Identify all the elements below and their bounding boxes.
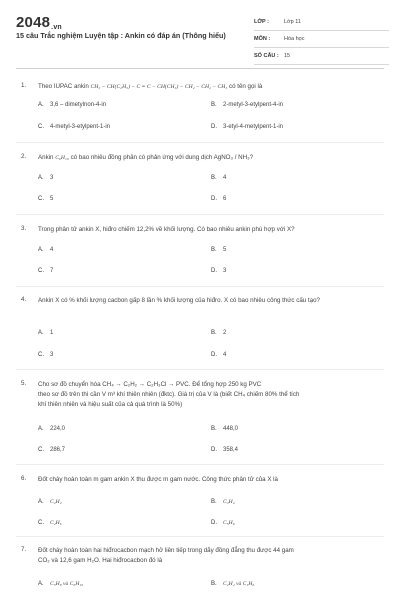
option-letter: A. (38, 581, 44, 587)
question-divider (16, 536, 384, 537)
option-text: C₄H₆ (50, 520, 62, 526)
option-text: 4 (50, 247, 54, 253)
question-divider (16, 464, 384, 465)
question-number: 6. (21, 475, 27, 482)
info-key: MÔN : (254, 36, 271, 42)
option-letter: D. (211, 520, 217, 526)
info-value: Lớp 11 (284, 19, 301, 25)
option-text: 4 (223, 352, 227, 358)
option-text: 2-metyl-3-etylpent-4-in (223, 102, 284, 108)
question-divider (16, 142, 384, 143)
option-letter: D. (211, 196, 217, 202)
stem-text: có bao nhiêu đồng phân có phản ứng với dung dịch AgNO₃ / NH₃? (70, 154, 254, 161)
question-stem (38, 153, 380, 163)
question-number: 7. (21, 546, 27, 553)
option-letter: B. (211, 581, 217, 587)
option-d[interactable] (211, 447, 238, 453)
option-d[interactable] (211, 124, 283, 130)
info-row-subject (254, 32, 389, 48)
stem-line: theo sơ đồ trên thì cần V m³ khí thiên nhiên (đktc). Giá trị của V là (biết CH₄ chiếm 80% thể tích (38, 391, 300, 398)
option-b[interactable] (211, 102, 283, 108)
option-text: 358,4 (223, 447, 239, 453)
question-stem (38, 82, 380, 92)
option-text: C₅H₈ (223, 520, 235, 526)
option-text: C₂H₄ và C₃H₆ (223, 581, 255, 587)
question-stem: Ankin X có % khối lượng cacbon gấp 8 lần % khối lượng của hiđro. X có bao nhiêu công thức cấu tạo? (38, 297, 320, 304)
question-number: 1. (21, 82, 27, 89)
info-key: SỐ CÂU : (254, 53, 279, 59)
stem-text: có tên gọi là (228, 83, 263, 90)
option-letter: A. (38, 426, 44, 432)
option-b[interactable] (211, 426, 238, 432)
option-letter: A. (38, 175, 44, 181)
option-text: 3 (223, 268, 227, 274)
stem-formula: C₆H₁₀ (55, 155, 69, 161)
option-letter: B. (211, 426, 217, 432)
option-d[interactable] (211, 352, 226, 358)
question-divider (16, 214, 384, 215)
option-letter: D. (211, 447, 217, 453)
option-letter: C. (38, 352, 44, 358)
option-text: 5 (50, 196, 54, 202)
option-letter: C. (38, 447, 44, 453)
option-d[interactable] (211, 196, 226, 202)
option-text: 224,0 (50, 426, 66, 432)
option-letter: D. (211, 124, 217, 130)
info-table (254, 15, 389, 66)
option-c[interactable] (38, 352, 53, 358)
option-b[interactable] (211, 175, 226, 181)
option-c[interactable] (38, 520, 62, 526)
option-b[interactable] (211, 581, 254, 587)
question-stem: Đốt cháy hoàn toàn m gam ankin X thu được m gam nước. Công thức phân tử của X là (38, 476, 278, 483)
option-c[interactable] (38, 447, 65, 453)
question-stem (38, 546, 380, 566)
option-a[interactable] (38, 102, 106, 108)
stem-text: Theo IUPAC ankin (38, 83, 89, 90)
option-text: 4-metyl-3-etylpent-1-in (50, 124, 111, 130)
option-text: 7 (50, 268, 54, 274)
question-divider (16, 369, 384, 370)
option-text: 1 (50, 330, 54, 336)
option-letter: B. (211, 499, 217, 505)
option-text: C₅H₈ và C₆H₁₀ (50, 581, 84, 587)
option-text: 6 (223, 196, 227, 202)
option-a[interactable] (38, 247, 53, 253)
option-a[interactable] (38, 581, 83, 587)
option-letter: B. (211, 247, 217, 253)
option-letter: B. (211, 102, 217, 108)
option-d[interactable] (211, 268, 226, 274)
stem-text: Ankin (38, 154, 54, 161)
stem-line: CO₂ và 12,6 gam H₂O. Hai hiđrocacbon đó là (38, 557, 163, 564)
question-number: 2. (21, 153, 27, 160)
option-text: 4 (223, 175, 227, 181)
info-row-grade (254, 15, 389, 31)
option-a[interactable] (38, 426, 65, 432)
option-d[interactable] (211, 520, 235, 526)
info-row-count (254, 49, 389, 65)
logo-number: 2048 (16, 14, 51, 31)
option-letter: B. (211, 175, 217, 181)
option-letter: C. (38, 196, 44, 202)
question-number: 5. (21, 380, 27, 387)
option-text: 448,0 (223, 426, 239, 432)
option-text: 3 (50, 175, 54, 181)
question-number: 4. (21, 296, 27, 303)
header-divider (16, 68, 384, 69)
option-text: 5 (223, 247, 227, 253)
option-text: 286,7 (50, 447, 66, 453)
option-text: C₃H₄ (223, 499, 235, 505)
option-c[interactable] (38, 124, 110, 130)
info-value: 15 (284, 53, 291, 59)
option-b[interactable] (211, 247, 226, 253)
option-c[interactable] (38, 196, 53, 202)
site-logo[interactable] (16, 14, 62, 31)
option-letter: B. (211, 330, 217, 336)
page-header (0, 0, 400, 68)
question-number: 3. (21, 225, 27, 232)
option-a[interactable] (38, 499, 62, 505)
question-divider (16, 286, 384, 287)
option-b[interactable] (211, 499, 235, 505)
info-value: Hóa học (284, 36, 305, 42)
option-c[interactable] (38, 268, 53, 274)
option-letter: C. (38, 268, 44, 274)
option-a[interactable] (38, 330, 53, 336)
option-letter: C. (38, 520, 44, 526)
option-a[interactable] (38, 175, 53, 181)
stem-line: Cho sơ đồ chuyển hóa CH₄ → C₂H₂ → C₂H₃Cl → PVC. Để tổng hợp 250 kg PVC (38, 381, 262, 388)
option-text: 2 (223, 330, 227, 336)
option-letter: A. (38, 499, 44, 505)
question-stem: Trong phân tử ankin X, hiđro chiếm 12,2% về khối lượng. Có bao nhiêu ankin phù hợp với X? (38, 226, 295, 233)
option-text: 3,6 – dimetylnon-4-in (50, 102, 107, 108)
stem-line: Đốt cháy hoàn toàn hai hiđrocacbon mạch hở liên tiếp trong dãy đồng đẳng thu được 44 gam (38, 547, 294, 554)
logo-suffix: .vn (51, 24, 62, 31)
option-text: 3-etyl-4-metylpent-1-in (223, 124, 284, 130)
question-stem (38, 380, 380, 410)
option-b[interactable] (211, 330, 226, 336)
stem-formula: CH₃ − CH(C₂H₅) − C ≡ C − CH(CH₃) − CH₂ − CH₂ − CH₃ (90, 84, 228, 90)
stem-line: khí thiên nhiên và hiệu suất của cả quá trình là 50%) (38, 401, 183, 408)
option-letter: A. (38, 247, 44, 253)
option-text: 3 (50, 352, 54, 358)
option-letter: A. (38, 330, 44, 336)
page-title: 15 câu Trắc nghiệm Luyện tập : Ankin có đáp án (Thông hiểu) (16, 31, 226, 40)
option-letter: C. (38, 124, 44, 130)
option-text: C₂H₂ (50, 499, 62, 505)
option-letter: A. (38, 102, 44, 108)
info-key: LỚP : (254, 19, 269, 25)
option-letter: D. (211, 352, 217, 358)
option-letter: D. (211, 268, 217, 274)
